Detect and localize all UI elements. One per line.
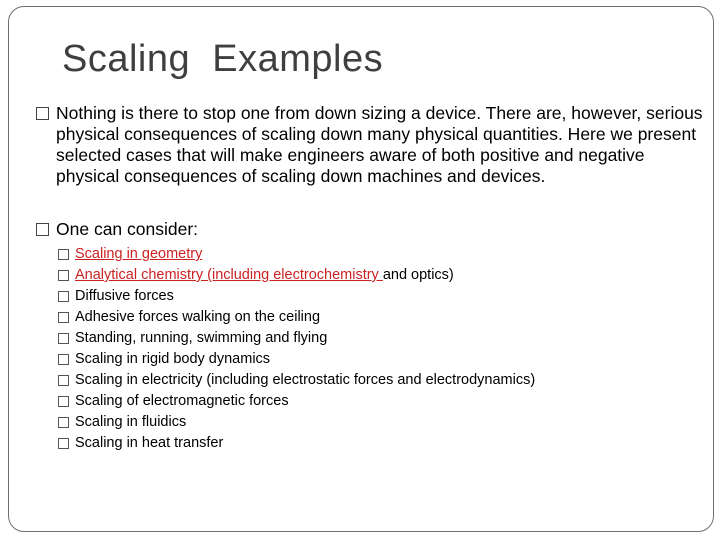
hyperlink[interactable]: Scaling in geometry	[75, 246, 203, 262]
item-text: Scaling in heat transfer	[75, 435, 224, 451]
bullet-box-icon	[58, 270, 69, 281]
item-text: Scaling in rigid body dynamics	[75, 351, 271, 367]
bullet-box-icon	[58, 249, 69, 260]
bullet-box-icon	[36, 107, 49, 120]
hyperlink[interactable]: Analytical chemistry (including electrochemistry	[75, 267, 383, 283]
item-text: Adhesive forces walking on the ceiling	[75, 309, 321, 325]
item-text: Scaling in electricity (including electrostatic forces and electrodynamics)	[75, 372, 536, 388]
item-text: and optics)	[382, 267, 454, 283]
item-text: Standing, running, swimming and flying	[75, 330, 328, 346]
bullet-box-icon	[58, 438, 69, 449]
item-text: Scaling in fluidics	[75, 414, 187, 430]
bullet-box-icon	[58, 417, 69, 428]
item-text: Scaling of electromagnetic forces	[75, 393, 289, 409]
bullet-box-icon	[58, 354, 69, 365]
item-text: Diffusive forces	[75, 288, 174, 304]
bullet-text: Nothing is there to stop one from down sizing a device. There are, however, serious physical consequences of scaling down many physical quantities. Here we present selected cases that will make engineers aware of both positive and negative physical consequences of scaling down machines and devices.	[56, 103, 703, 186]
slide-title: Scaling Examples	[62, 38, 384, 80]
bullet-box-icon	[58, 396, 69, 407]
bullet-box-icon	[58, 333, 69, 344]
bullet-text: One can consider:	[56, 219, 199, 239]
bullet-box-icon	[58, 312, 69, 323]
bullet-box-icon	[58, 291, 69, 302]
bullet-box-icon	[36, 223, 49, 236]
bullet-box-icon	[58, 375, 69, 386]
